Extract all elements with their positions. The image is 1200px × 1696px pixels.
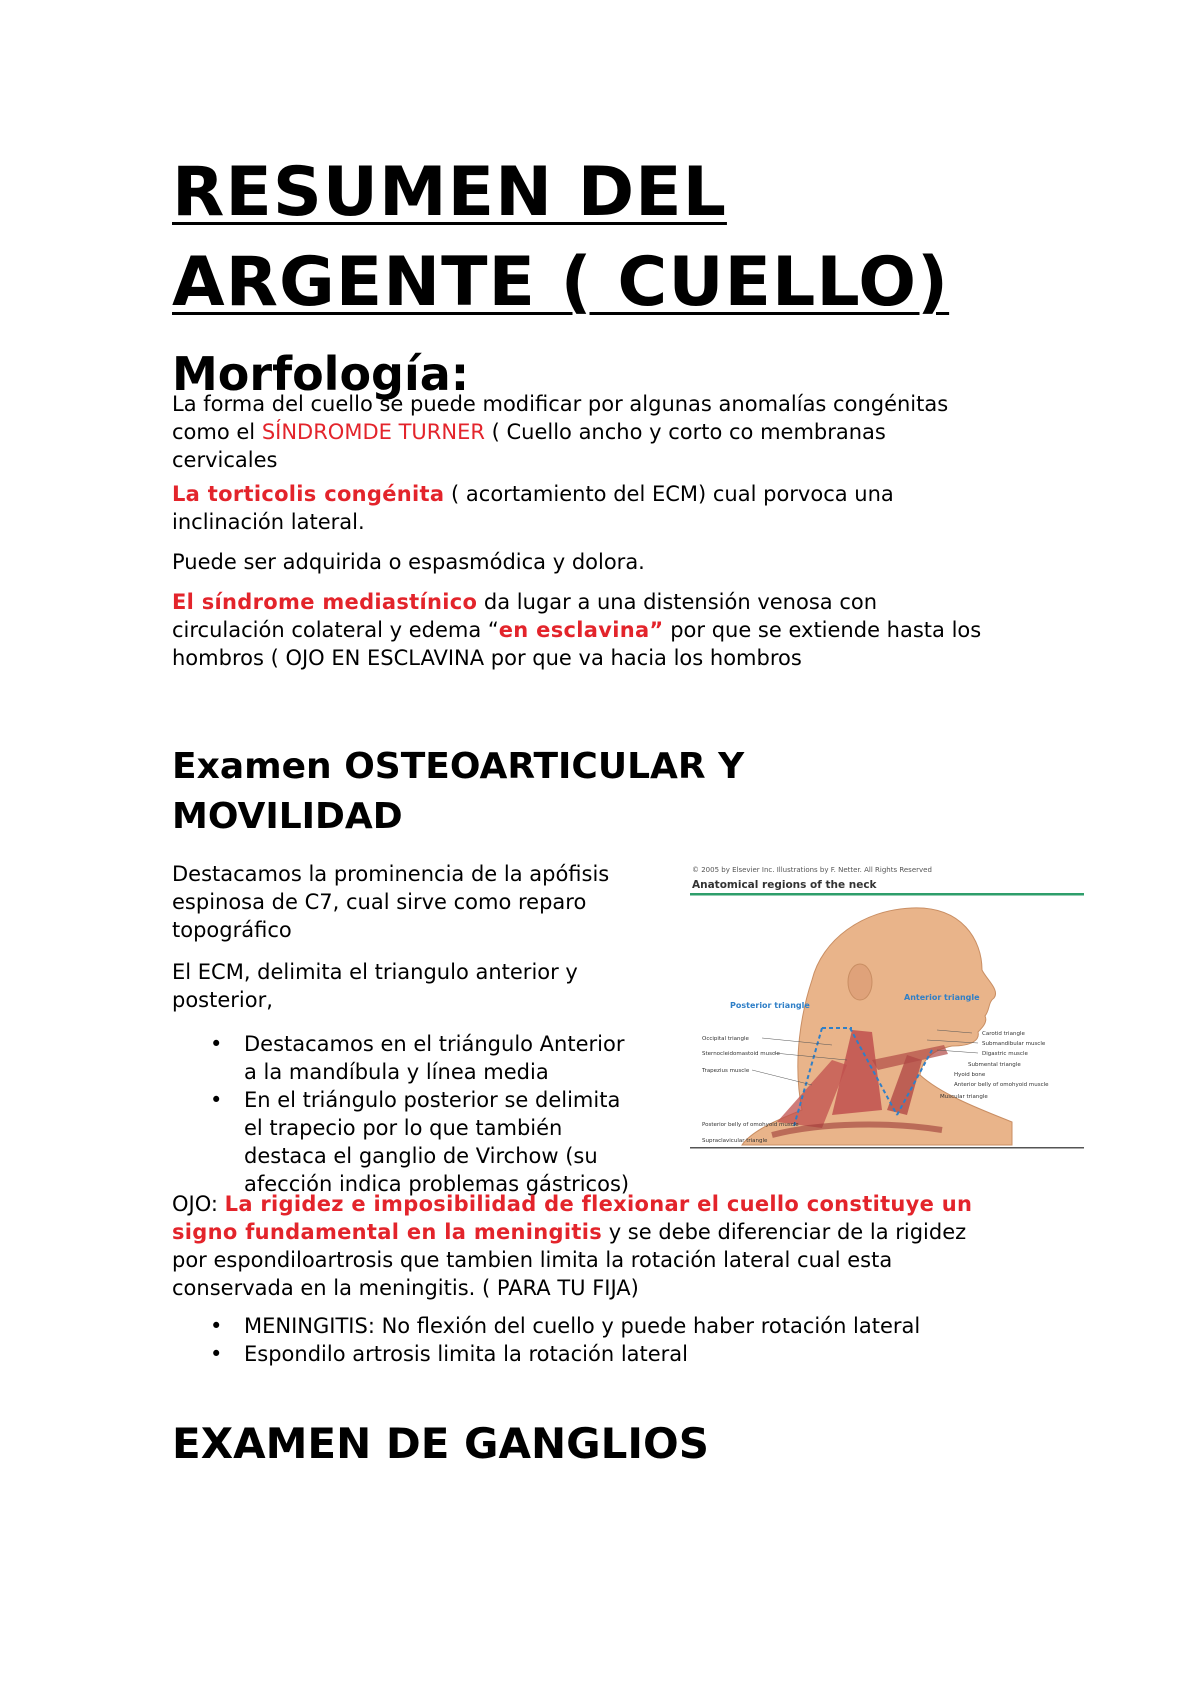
text: Destacamos en el triángulo Anterior <box>244 1032 625 1056</box>
figure-label-left: Trapezius muscle <box>702 1068 750 1074</box>
figure-bottom-rule <box>690 1147 1084 1149</box>
list-item <box>172 1086 629 1198</box>
osteo-bullet-list <box>172 1030 629 1198</box>
text: En el triángulo posterior se delimita <box>244 1088 621 1112</box>
text: el trapecio por lo que también <box>244 1116 563 1140</box>
highlight-mediastinico: El síndrome mediastínico <box>172 590 478 614</box>
bullet-icon: • <box>210 1088 223 1112</box>
label-anterior-triangle: Anterior triangle <box>904 993 980 1002</box>
text: Espondilo artrosis limita la rotación lateral <box>244 1342 689 1366</box>
osteo-heading <box>172 742 744 842</box>
text: por espondiloartrosis que tambien limita la rotación lateral cual esta <box>172 1248 893 1272</box>
text: destaca el ganglio de Virchow (su <box>244 1144 598 1168</box>
neck-anatomy-illustration <box>682 860 1092 1150</box>
highlight-meningitis-line-1: La rigidez e imposibilidad de flexionar el cuello constituye un <box>224 1192 973 1216</box>
osteo-paragraph-1 <box>172 860 609 944</box>
text: y se debe diferenciar de la rigidez <box>602 1220 967 1244</box>
text: afección indica problemas gástricos) <box>244 1172 630 1196</box>
text: conservada en la meningitis. ( PARA TU FIJA) <box>172 1276 639 1300</box>
morfologia-heading: Morfología: <box>172 347 470 401</box>
text: topográfico <box>172 918 292 942</box>
text: inclinación lateral. <box>172 510 365 534</box>
figure-label-right: Digastric muscle <box>982 1051 1028 1057</box>
text: hombros ( OJO EN ESCLAVINA por que va hacia los hombros <box>172 646 802 670</box>
text: da lugar a una distensión venosa con <box>477 590 878 614</box>
morfologia-paragraph-3: Puede ser adquirida o espasmódica y dolora. <box>172 550 645 574</box>
text: ( acortamiento del ECM) cual porvoca una <box>444 482 894 506</box>
text: espinosa de C7, cual sirve como reparo <box>172 890 587 914</box>
text: a la mandíbula y línea media <box>244 1060 549 1084</box>
highlight-torticolis: La torticolis congénita <box>172 482 445 506</box>
figure-label-right: Carotid triangle <box>982 1031 1025 1037</box>
morfologia-paragraph-1 <box>172 390 948 474</box>
figure-title-rule <box>690 893 1084 896</box>
text: ( Cuello ancho y corto co membranas <box>484 420 886 444</box>
figure-label-left: Supraclavicular triangle <box>702 1138 768 1144</box>
text: La forma del cuello se puede modificar por algunas anomalías congénitas <box>172 392 949 416</box>
list-item <box>172 1340 920 1368</box>
text: como el <box>172 420 262 444</box>
text: MENINGITIS: No flexión del cuello y puede haber rotación lateral <box>244 1314 921 1338</box>
figure-label-right: Hyoid bone <box>954 1072 986 1078</box>
ojo-paragraph <box>172 1190 972 1302</box>
ojo-bullet-list <box>172 1312 920 1368</box>
highlight-esclavina: en esclavina” <box>498 618 664 642</box>
text: posterior, <box>172 988 273 1012</box>
text: Destacamos la prominencia de la apófisis <box>172 862 610 886</box>
document-title <box>172 148 949 328</box>
figure-copyright: © 2005 by Elsevier Inc. Illustrations by F. Netter. All Rights Reserved <box>692 866 932 874</box>
figure-label-left: Sternocleidomastoid muscle <box>702 1051 780 1057</box>
text: circulación colateral y edema “ <box>172 618 499 642</box>
osteo-paragraph-2 <box>172 958 578 1014</box>
ganglios-heading: EXAMEN DE GANGLIOS <box>172 1419 709 1468</box>
neck-anatomy-figure <box>682 860 1092 1150</box>
bullet-icon: • <box>210 1032 223 1056</box>
figure-label-right: Submental triangle <box>968 1062 1021 1068</box>
list-item <box>172 1030 629 1086</box>
bullet-icon: • <box>210 1314 223 1338</box>
title-line-2: ARGENTE ( CUELLO) <box>172 243 950 322</box>
list-item <box>172 1312 920 1340</box>
text: por que se extiende hasta los <box>663 618 982 642</box>
text: El ECM, delimita el triangulo anterior y <box>172 960 578 984</box>
text: cervicales <box>172 448 278 472</box>
label-posterior-triangle: Posterior triangle <box>730 1001 810 1010</box>
figure-label-left: Posterior belly of omohyoid muscle <box>702 1122 799 1128</box>
title-line-1: RESUMEN DEL <box>172 153 727 232</box>
figure-label-right: Anterior belly of omohyoid muscle <box>954 1082 1049 1088</box>
text: OJO: <box>172 1192 225 1216</box>
figure-label-right: Muscular triangle <box>940 1094 988 1100</box>
osteo-heading-line-1: Examen OSTEOARTICULAR Y <box>172 746 745 787</box>
highlight-turner: SÍNDROMDE TURNER <box>261 420 485 444</box>
head-neck-drawing <box>742 908 1012 1145</box>
figure-label-right: Submandibular muscle <box>982 1041 1046 1047</box>
figure-title: Anatomical regions of the neck <box>692 879 877 891</box>
morfologia-paragraph-2 <box>172 480 894 536</box>
osteo-heading-line-2: MOVILIDAD <box>172 796 403 837</box>
bullet-icon: • <box>210 1342 223 1366</box>
figure-label-left: Occipital triangle <box>702 1036 749 1042</box>
morfologia-paragraph-4 <box>172 588 981 672</box>
highlight-meningitis-line-2: signo fundamental en la meningitis <box>172 1220 603 1244</box>
